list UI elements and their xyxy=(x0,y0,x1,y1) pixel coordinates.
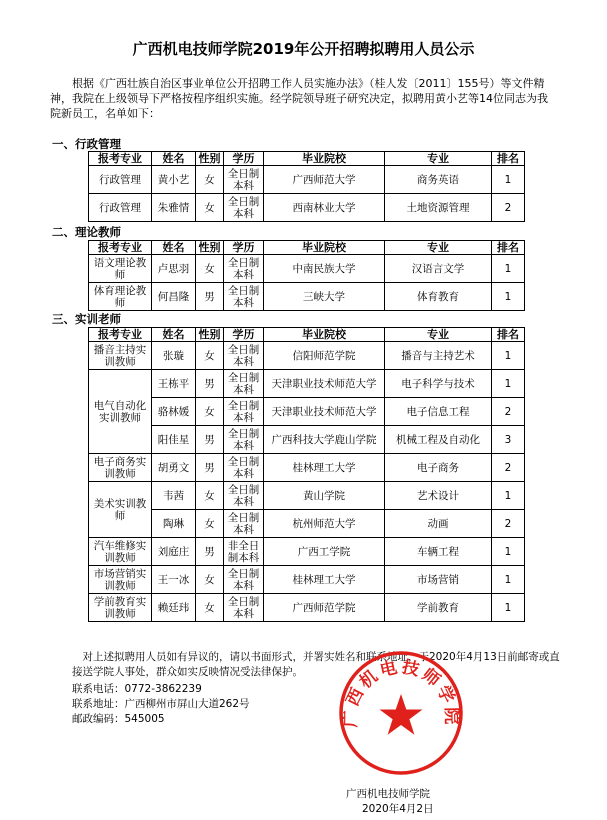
column-header: 排名 xyxy=(492,152,525,166)
column-header: 专业 xyxy=(385,328,492,342)
cell-education: 全日制本科 xyxy=(224,283,264,311)
cell-education: 全日制本科 xyxy=(224,482,264,510)
cell-name: 陶琳 xyxy=(152,510,196,538)
cell-name: 朱雅情 xyxy=(152,194,196,222)
cell-post: 电气自动化实训教师 xyxy=(89,370,152,454)
official-seal xyxy=(336,648,466,778)
cell-major: 体育教育 xyxy=(385,283,492,311)
cell-post: 行政管理 xyxy=(89,194,152,222)
column-header: 报考专业 xyxy=(89,241,152,255)
cell-education: 全日制本科 xyxy=(224,342,264,370)
cell-school: 杭州师范大学 xyxy=(264,510,385,538)
svg-text:广西机电技师学院: 广西机电技师学院 xyxy=(340,657,462,728)
contact-block xyxy=(72,682,250,727)
cell-education: 非全日制本科 xyxy=(224,538,264,566)
cell-rank: 1 xyxy=(492,594,525,622)
table-row xyxy=(89,255,525,283)
column-header: 报考专业 xyxy=(89,152,152,166)
cell-rank: 2 xyxy=(492,454,525,482)
cell-gender: 女 xyxy=(196,482,224,510)
column-header: 学历 xyxy=(224,152,264,166)
cell-name: 赖廷玮 xyxy=(152,594,196,622)
cell-rank: 1 xyxy=(492,538,525,566)
cell-major: 电子科学与技术 xyxy=(385,370,492,398)
table-header-row xyxy=(89,152,525,166)
cell-post: 电子商务实训教师 xyxy=(89,454,152,482)
cell-rank: 1 xyxy=(492,482,525,510)
cell-name: 骆林媛 xyxy=(152,398,196,426)
contact-zip: 邮政编码：545005 xyxy=(72,713,165,725)
cell-name: 阳佳星 xyxy=(152,426,196,454)
table-row xyxy=(89,398,525,426)
cell-school: 桂林理工大学 xyxy=(264,566,385,594)
cell-rank: 3 xyxy=(492,426,525,454)
cell-major: 播音与主持艺术 xyxy=(385,342,492,370)
cell-post: 学前教育实训教师 xyxy=(89,594,152,622)
roster-table xyxy=(88,327,525,622)
section-heading: 一、行政管理 xyxy=(52,137,121,151)
cell-gender: 男 xyxy=(196,454,224,482)
cell-gender: 女 xyxy=(196,255,224,283)
cell-major: 艺术设计 xyxy=(385,482,492,510)
cell-rank: 1 xyxy=(492,283,525,311)
cell-rank: 1 xyxy=(492,255,525,283)
cell-post: 汽车维修实训教师 xyxy=(89,538,152,566)
contact-address: 联系地址：广西柳州市屏山大道262号 xyxy=(72,698,250,710)
cell-school: 广西科技大学鹿山学院 xyxy=(264,426,385,454)
table-header-row xyxy=(89,241,525,255)
cell-rank: 1 xyxy=(492,370,525,398)
column-header: 性别 xyxy=(196,152,224,166)
contact-phone: 联系电话：0772-3862239 xyxy=(72,683,202,695)
cell-gender: 女 xyxy=(196,166,224,194)
cell-rank: 2 xyxy=(492,510,525,538)
cell-school: 天津职业技术师范大学 xyxy=(264,370,385,398)
table-row xyxy=(89,166,525,194)
column-header: 姓名 xyxy=(152,241,196,255)
cell-education: 全日制本科 xyxy=(224,166,264,194)
cell-major: 电子商务 xyxy=(385,454,492,482)
column-header: 毕业院校 xyxy=(264,328,385,342)
cell-rank: 2 xyxy=(492,194,525,222)
column-header: 毕业院校 xyxy=(264,241,385,255)
cell-name: 黄小艺 xyxy=(152,166,196,194)
cell-post: 语文理论教师 xyxy=(89,255,152,283)
cell-school: 广西工学院 xyxy=(264,538,385,566)
cell-school: 黄山学院 xyxy=(264,482,385,510)
cell-gender: 女 xyxy=(196,510,224,538)
cell-school: 中南民族大学 xyxy=(264,255,385,283)
cell-post: 市场营销实训教师 xyxy=(89,566,152,594)
cell-gender: 女 xyxy=(196,594,224,622)
column-header: 报考专业 xyxy=(89,328,152,342)
cell-rank: 1 xyxy=(492,166,525,194)
column-header: 专业 xyxy=(385,241,492,255)
table-row xyxy=(89,283,525,311)
table-row xyxy=(89,538,525,566)
cell-major: 机械工程及自动化 xyxy=(385,426,492,454)
cell-major: 学前教育 xyxy=(385,594,492,622)
cell-name: 张璇 xyxy=(152,342,196,370)
cell-name: 王栋平 xyxy=(152,370,196,398)
cell-major: 车辆工程 xyxy=(385,538,492,566)
seal-star-icon xyxy=(380,694,423,735)
column-header: 排名 xyxy=(492,328,525,342)
cell-post: 播音主持实训教师 xyxy=(89,342,152,370)
table-row xyxy=(89,594,525,622)
cell-gender: 男 xyxy=(196,370,224,398)
table-row xyxy=(89,454,525,482)
cell-school: 广西师范大学 xyxy=(264,166,385,194)
cell-gender: 女 xyxy=(196,566,224,594)
cell-major: 市场营销 xyxy=(385,566,492,594)
column-header: 学历 xyxy=(224,328,264,342)
column-header: 姓名 xyxy=(152,328,196,342)
cell-gender: 女 xyxy=(196,342,224,370)
cell-name: 胡勇文 xyxy=(152,454,196,482)
cell-major: 商务英语 xyxy=(385,166,492,194)
cell-name: 卢思羽 xyxy=(152,255,196,283)
cell-education: 全日制本科 xyxy=(224,255,264,283)
cell-name: 刘庭庄 xyxy=(152,538,196,566)
cell-education: 全日制本科 xyxy=(224,454,264,482)
cell-rank: 1 xyxy=(492,566,525,594)
cell-name: 王一冰 xyxy=(152,566,196,594)
column-header: 姓名 xyxy=(152,152,196,166)
column-header: 性别 xyxy=(196,328,224,342)
cell-education: 全日制本科 xyxy=(224,194,264,222)
cell-school: 桂林理工大学 xyxy=(264,454,385,482)
column-header: 排名 xyxy=(492,241,525,255)
cell-rank: 2 xyxy=(492,398,525,426)
cell-education: 全日制本科 xyxy=(224,370,264,398)
cell-major: 土地资源管理 xyxy=(385,194,492,222)
column-header: 毕业院校 xyxy=(264,152,385,166)
cell-education: 全日制本科 xyxy=(224,566,264,594)
cell-school: 西南林业大学 xyxy=(264,194,385,222)
table-row xyxy=(89,370,525,398)
cell-education: 全日制本科 xyxy=(224,594,264,622)
cell-education: 全日制本科 xyxy=(224,398,264,426)
cell-school: 天津职业技术师范大学 xyxy=(264,398,385,426)
outro-paragraph: 对上述拟聘用人员如有异议的，请以书面形式，并署实姓名和联系地址，于2020年4月13日前邮寄或直接送学院人事处，群众如实反映情况受法律保护。 xyxy=(72,651,560,678)
column-header: 专业 xyxy=(385,152,492,166)
table-row xyxy=(89,510,525,538)
cell-education: 全日制本科 xyxy=(224,510,264,538)
table-row xyxy=(89,482,525,510)
cell-major: 汉语言文学 xyxy=(385,255,492,283)
cell-major: 电子信息工程 xyxy=(385,398,492,426)
cell-education: 全日制本科 xyxy=(224,426,264,454)
cell-gender: 男 xyxy=(196,538,224,566)
table-row xyxy=(89,566,525,594)
roster-table xyxy=(88,151,525,222)
column-header: 性别 xyxy=(196,241,224,255)
table-row xyxy=(89,426,525,454)
cell-school: 三峡大学 xyxy=(264,283,385,311)
cell-name: 何昌隆 xyxy=(152,283,196,311)
cell-post: 美术实训教师 xyxy=(89,482,152,538)
section-heading: 二、理论教师 xyxy=(52,225,121,239)
table-row xyxy=(89,194,525,222)
signature-org: 广西机电技师学院 xyxy=(346,788,430,800)
cell-school: 信阳师范学院 xyxy=(264,342,385,370)
cell-gender: 女 xyxy=(196,194,224,222)
intro-paragraph: 根据《广西壮族自治区事业单位公开招聘工作人员实施办法》（桂人发〔2011〕155号）等文件精神，我院在上级领导下严格按程序组织实施。经学院领导班子研究决定，拟聘用黄小艺等14位同志为我院新员工，名单如下： xyxy=(50,77,548,120)
cell-school: 广西师范学院 xyxy=(264,594,385,622)
cell-gender: 女 xyxy=(196,398,224,426)
section-heading: 三、实训老师 xyxy=(52,312,121,326)
signature-date: 2020年4月2日 xyxy=(362,803,434,815)
cell-major: 动画 xyxy=(385,510,492,538)
cell-gender: 男 xyxy=(196,283,224,311)
table-header-row xyxy=(89,328,525,342)
table-row xyxy=(89,342,525,370)
cell-post: 行政管理 xyxy=(89,166,152,194)
roster-table xyxy=(88,240,525,311)
column-header: 学历 xyxy=(224,241,264,255)
page-title: 广西机电技师学院2019年公开招聘拟聘用人员公示 xyxy=(132,40,475,58)
cell-post: 体育理论教师 xyxy=(89,283,152,311)
cell-rank: 1 xyxy=(492,342,525,370)
cell-gender: 男 xyxy=(196,426,224,454)
cell-name: 韦茜 xyxy=(152,482,196,510)
